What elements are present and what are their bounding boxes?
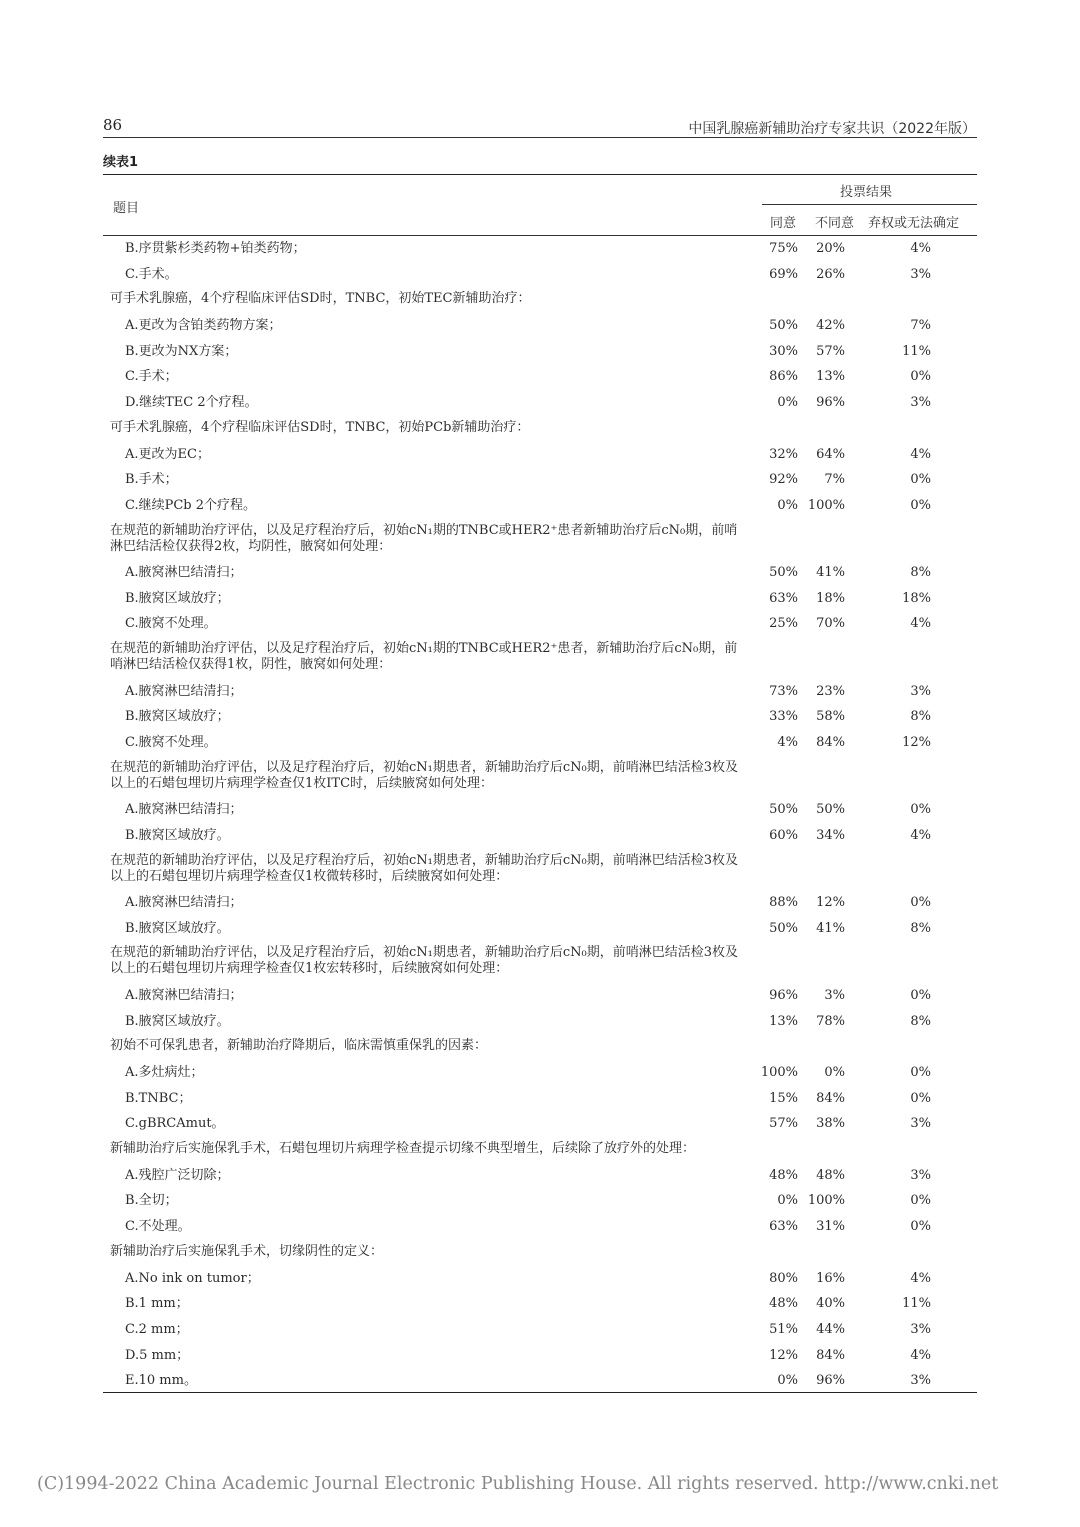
agree-value: 33% xyxy=(769,709,798,725)
option-row xyxy=(103,1218,977,1244)
disagree-value: 16% xyxy=(816,1270,845,1286)
option-row xyxy=(103,240,977,266)
option-row xyxy=(103,343,977,369)
option-text: B.腋窝区域放疗； xyxy=(125,709,230,725)
question-text: 在规范的新辅助治疗评估，以及足疗程治疗后，初始cN₁期的TNBC或HER2⁺患者新辅助治疗后cN₀期，前哨淋巴结活检仅获得2枚，均阴性，腋窝如何处理： xyxy=(110,522,738,554)
question-row xyxy=(103,641,977,683)
option-row xyxy=(103,1347,977,1373)
option-row xyxy=(103,894,977,920)
abstain-value: 0% xyxy=(910,1193,931,1209)
question-text: 初始不可保乳患者，新辅助治疗降期后，临床需慎重保乳的因素： xyxy=(110,1038,488,1054)
option-row xyxy=(103,368,977,394)
option-text: C.腋窝不处理。 xyxy=(125,735,217,750)
agree-value: 100% xyxy=(760,1065,798,1080)
abstain-value: 3% xyxy=(910,1167,931,1183)
option-text: C.手术。 xyxy=(125,266,178,282)
abstain-value: 3% xyxy=(910,1321,931,1337)
abstain-value: 0% xyxy=(910,802,931,818)
option-text: B.1 mm； xyxy=(125,1296,189,1312)
abstain-value: 0% xyxy=(910,369,931,385)
question-row xyxy=(103,291,977,317)
abstain-value: 0% xyxy=(910,1090,931,1106)
agree-value: 13% xyxy=(769,1013,798,1029)
table-top-rule xyxy=(103,174,977,175)
option-row xyxy=(103,827,977,853)
agree-value: 96% xyxy=(769,987,798,1003)
abstain-value: 12% xyxy=(902,735,931,750)
column-header-question: 题目 xyxy=(113,201,140,216)
option-row xyxy=(103,1090,977,1116)
question-text: 新辅助治疗后实施保乳手术，切缘阴性的定义： xyxy=(110,1243,384,1259)
abstain-value: 0% xyxy=(910,987,931,1003)
option-row xyxy=(103,1270,977,1296)
abstain-value: 4% xyxy=(910,241,931,256)
agree-value: 92% xyxy=(769,472,798,488)
option-row xyxy=(103,394,977,420)
option-text: B.手术； xyxy=(125,472,178,488)
question-text: 在规范的新辅助治疗评估，以及足疗程治疗后，初始cN₁期患者，新辅助治疗后cN₀期，前哨淋巴结活检3枚及以上的石蜡包埋切片病理学检查仅1枚宏转移时，后续腋窝如何处理： xyxy=(110,945,739,977)
option-text: B.TNBC； xyxy=(125,1090,192,1106)
disagree-value: 41% xyxy=(816,565,845,581)
copyright-footer: (C)1994-2022 China Academic Journal Electronic Publishing House. All rights reserved. http://www.cnki.net xyxy=(37,1474,999,1494)
option-text: A.残腔广泛切除； xyxy=(125,1167,230,1183)
option-row xyxy=(103,1321,977,1347)
agree-value: 48% xyxy=(769,1167,798,1183)
abstain-value: 11% xyxy=(902,1296,931,1312)
disagree-value: 12% xyxy=(816,895,845,911)
abstain-value: 3% xyxy=(910,395,931,411)
abstain-value: 4% xyxy=(910,446,931,462)
abstain-value: 4% xyxy=(910,1270,931,1286)
agree-value: 80% xyxy=(769,1270,798,1286)
option-text: B.序贯紫杉类药物+铂类药物； xyxy=(125,241,306,256)
option-text: A.No ink on tumor； xyxy=(125,1270,260,1286)
abstain-value: 3% xyxy=(910,266,931,282)
option-row xyxy=(103,1013,977,1039)
disagree-value: 96% xyxy=(816,1373,845,1389)
disagree-value: 100% xyxy=(807,1193,845,1209)
option-row xyxy=(103,801,977,827)
vote-results-rule xyxy=(762,204,977,205)
abstain-value: 8% xyxy=(910,565,931,581)
agree-value: 57% xyxy=(769,1116,798,1132)
disagree-value: 3% xyxy=(824,987,845,1003)
agree-value: 86% xyxy=(769,369,798,385)
abstain-value: 0% xyxy=(910,895,931,911)
disagree-value: 40% xyxy=(816,1296,845,1312)
question-text: 在规范的新辅助治疗评估，以及足疗程治疗后，初始cN₁期患者，新辅助治疗后cN₀期，前哨淋巴结活检3枚及以上的石蜡包埋切片病理学检查仅1枚ITC时，后续腋窝如何处理： xyxy=(110,759,739,791)
option-text: C.不处理。 xyxy=(125,1219,191,1235)
table-head-rule xyxy=(103,235,977,236)
disagree-value: 23% xyxy=(816,683,845,699)
option-text: A.多灶病灶； xyxy=(125,1065,204,1080)
option-row xyxy=(103,497,977,523)
agree-value: 88% xyxy=(769,895,798,911)
disagree-value: 34% xyxy=(816,827,845,843)
agree-value: 4% xyxy=(777,735,798,750)
option-row xyxy=(103,317,977,343)
abstain-value: 3% xyxy=(910,1373,931,1389)
option-text: C.gBRCAmut。 xyxy=(125,1116,225,1132)
disagree-value: 84% xyxy=(816,1090,845,1106)
question-text: 在规范的新辅助治疗评估，以及足疗程治疗后，初始cN₁期患者，新辅助治疗后cN₀期，前哨淋巴结活检3枚及以上的石蜡包埋切片病理学检查仅1枚微转移时，后续腋窝如何处理： xyxy=(110,852,739,884)
question-text: 可手术乳腺癌，4个疗程临床评估SD时，TNBC，初始PCb新辅助治疗： xyxy=(110,419,530,435)
option-row xyxy=(103,471,977,497)
disagree-value: 84% xyxy=(816,735,845,750)
column-header-disagree: 不同意 xyxy=(815,216,855,231)
disagree-value: 38% xyxy=(816,1116,845,1132)
option-text: D.继续TEC 2个疗程。 xyxy=(125,395,258,411)
agree-value: 63% xyxy=(769,590,798,606)
header-rule xyxy=(103,137,977,138)
running-title: 中国乳腺癌新辅助治疗专家共识（2022年版） xyxy=(688,121,976,137)
question-row xyxy=(103,1141,977,1167)
disagree-value: 57% xyxy=(816,343,845,359)
question-row xyxy=(103,420,977,446)
disagree-value: 13% xyxy=(816,369,845,385)
option-text: E.10 mm。 xyxy=(125,1373,197,1389)
column-header-vote-results: 投票结果 xyxy=(840,185,893,200)
disagree-value: 100% xyxy=(807,497,845,513)
abstain-value: 8% xyxy=(910,1013,931,1029)
agree-value: 32% xyxy=(769,446,798,462)
disagree-value: 84% xyxy=(816,1347,845,1363)
agree-value: 30% xyxy=(769,343,798,359)
agree-value: 0% xyxy=(777,1193,798,1209)
table-caption: 续表1 xyxy=(103,155,139,170)
option-row xyxy=(103,987,977,1013)
option-text: A.腋窝淋巴结清扫； xyxy=(125,987,243,1003)
option-row xyxy=(103,615,977,641)
question-row xyxy=(103,523,977,565)
option-text: A.更改为EC； xyxy=(125,446,210,462)
option-row xyxy=(103,1372,977,1398)
agree-value: 50% xyxy=(769,920,798,936)
agree-value: 63% xyxy=(769,1219,798,1235)
option-text: C.手术； xyxy=(125,369,178,385)
option-row xyxy=(103,1115,977,1141)
agree-value: 60% xyxy=(769,827,798,843)
option-row xyxy=(103,708,977,734)
disagree-value: 96% xyxy=(816,395,845,411)
question-row xyxy=(103,853,977,895)
disagree-value: 44% xyxy=(816,1321,845,1337)
question-text: 新辅助治疗后实施保乳手术，石蜡包埋切片病理学检查提示切缘不典型增生，后续除了放疗外的处理： xyxy=(110,1141,696,1157)
option-row xyxy=(103,683,977,709)
abstain-value: 3% xyxy=(910,1116,931,1132)
agree-value: 73% xyxy=(769,683,798,699)
abstain-value: 4% xyxy=(910,616,931,632)
disagree-value: 26% xyxy=(816,266,845,282)
option-row xyxy=(103,734,977,760)
abstain-value: 3% xyxy=(910,683,931,699)
disagree-value: 50% xyxy=(816,802,845,818)
agree-value: 51% xyxy=(769,1321,798,1337)
option-text: A.更改为含铂类药物方案； xyxy=(125,318,282,334)
question-row xyxy=(103,1244,977,1270)
abstain-value: 11% xyxy=(902,343,931,359)
agree-value: 25% xyxy=(769,616,798,632)
question-row xyxy=(103,945,977,987)
table-bottom-rule xyxy=(103,1392,977,1393)
disagree-value: 78% xyxy=(816,1013,845,1029)
disagree-value: 18% xyxy=(816,590,845,606)
option-text: A.腋窝淋巴结清扫； xyxy=(125,683,243,699)
disagree-value: 7% xyxy=(824,472,845,488)
option-text: B.腋窝区域放疗。 xyxy=(125,1013,230,1029)
agree-value: 0% xyxy=(777,497,798,513)
disagree-value: 41% xyxy=(816,920,845,936)
agree-value: 12% xyxy=(769,1347,798,1363)
agree-value: 50% xyxy=(769,565,798,581)
abstain-value: 7% xyxy=(910,318,931,334)
option-row xyxy=(103,1064,977,1090)
agree-value: 15% xyxy=(769,1090,798,1106)
option-row xyxy=(103,1295,977,1321)
option-row xyxy=(103,266,977,292)
agree-value: 0% xyxy=(777,1373,798,1389)
abstain-value: 4% xyxy=(910,827,931,843)
agree-value: 69% xyxy=(769,266,798,282)
abstain-value: 0% xyxy=(910,497,931,513)
disagree-value: 42% xyxy=(816,318,845,334)
option-text: B.全切； xyxy=(125,1193,178,1209)
disagree-value: 64% xyxy=(816,446,845,462)
abstain-value: 4% xyxy=(910,1347,931,1363)
agree-value: 48% xyxy=(769,1296,798,1312)
disagree-value: 31% xyxy=(816,1219,845,1235)
abstain-value: 0% xyxy=(910,1219,931,1235)
question-text: 可手术乳腺癌，4个疗程临床评估SD时，TNBC，初始TEC新辅助治疗： xyxy=(110,291,531,307)
table-body xyxy=(103,240,977,1398)
column-header-abstain: 弃权或无法确定 xyxy=(868,216,960,231)
question-text: 在规范的新辅助治疗评估，以及足疗程治疗后，初始cN₁期的TNBC或HER2⁺患者，新辅助治疗后cN₀期，前哨淋巴结活检仅获得1枚，阴性，腋窝如何处理： xyxy=(110,641,738,673)
option-text: A.腋窝淋巴结清扫； xyxy=(125,895,243,911)
option-text: C.2 mm； xyxy=(125,1321,189,1337)
option-row xyxy=(103,564,977,590)
abstain-value: 0% xyxy=(910,472,931,488)
column-header-agree: 同意 xyxy=(770,216,797,231)
agree-value: 75% xyxy=(769,241,798,256)
option-text: B.腋窝区域放疗。 xyxy=(125,827,230,843)
disagree-value: 58% xyxy=(816,709,845,725)
option-text: A.腋窝淋巴结清扫； xyxy=(125,802,243,818)
option-text: B.腋窝区域放疗。 xyxy=(125,920,230,936)
abstain-value: 18% xyxy=(902,590,931,606)
abstain-value: 8% xyxy=(910,920,931,936)
option-row xyxy=(103,920,977,946)
option-text: C.腋窝不处理。 xyxy=(125,616,217,632)
agree-value: 50% xyxy=(769,318,798,334)
disagree-value: 0% xyxy=(824,1065,845,1080)
question-row xyxy=(103,1038,977,1064)
disagree-value: 48% xyxy=(816,1167,845,1183)
option-text: D.5 mm； xyxy=(125,1347,190,1363)
option-row xyxy=(103,446,977,472)
option-text: B.腋窝区域放疗； xyxy=(125,590,230,606)
disagree-value: 70% xyxy=(816,616,845,632)
option-text: C.继续PCb 2个疗程。 xyxy=(125,497,257,513)
option-text: B.更改为NX方案； xyxy=(125,343,238,359)
question-row xyxy=(103,760,977,802)
option-row xyxy=(103,1192,977,1218)
agree-value: 50% xyxy=(769,802,798,818)
agree-value: 0% xyxy=(777,395,798,411)
option-text: A.腋窝淋巴结清扫； xyxy=(125,565,243,581)
option-row xyxy=(103,590,977,616)
disagree-value: 20% xyxy=(816,241,845,256)
abstain-value: 0% xyxy=(910,1065,931,1080)
option-row xyxy=(103,1167,977,1193)
abstain-value: 8% xyxy=(910,709,931,725)
page-number: 86 xyxy=(103,116,123,134)
